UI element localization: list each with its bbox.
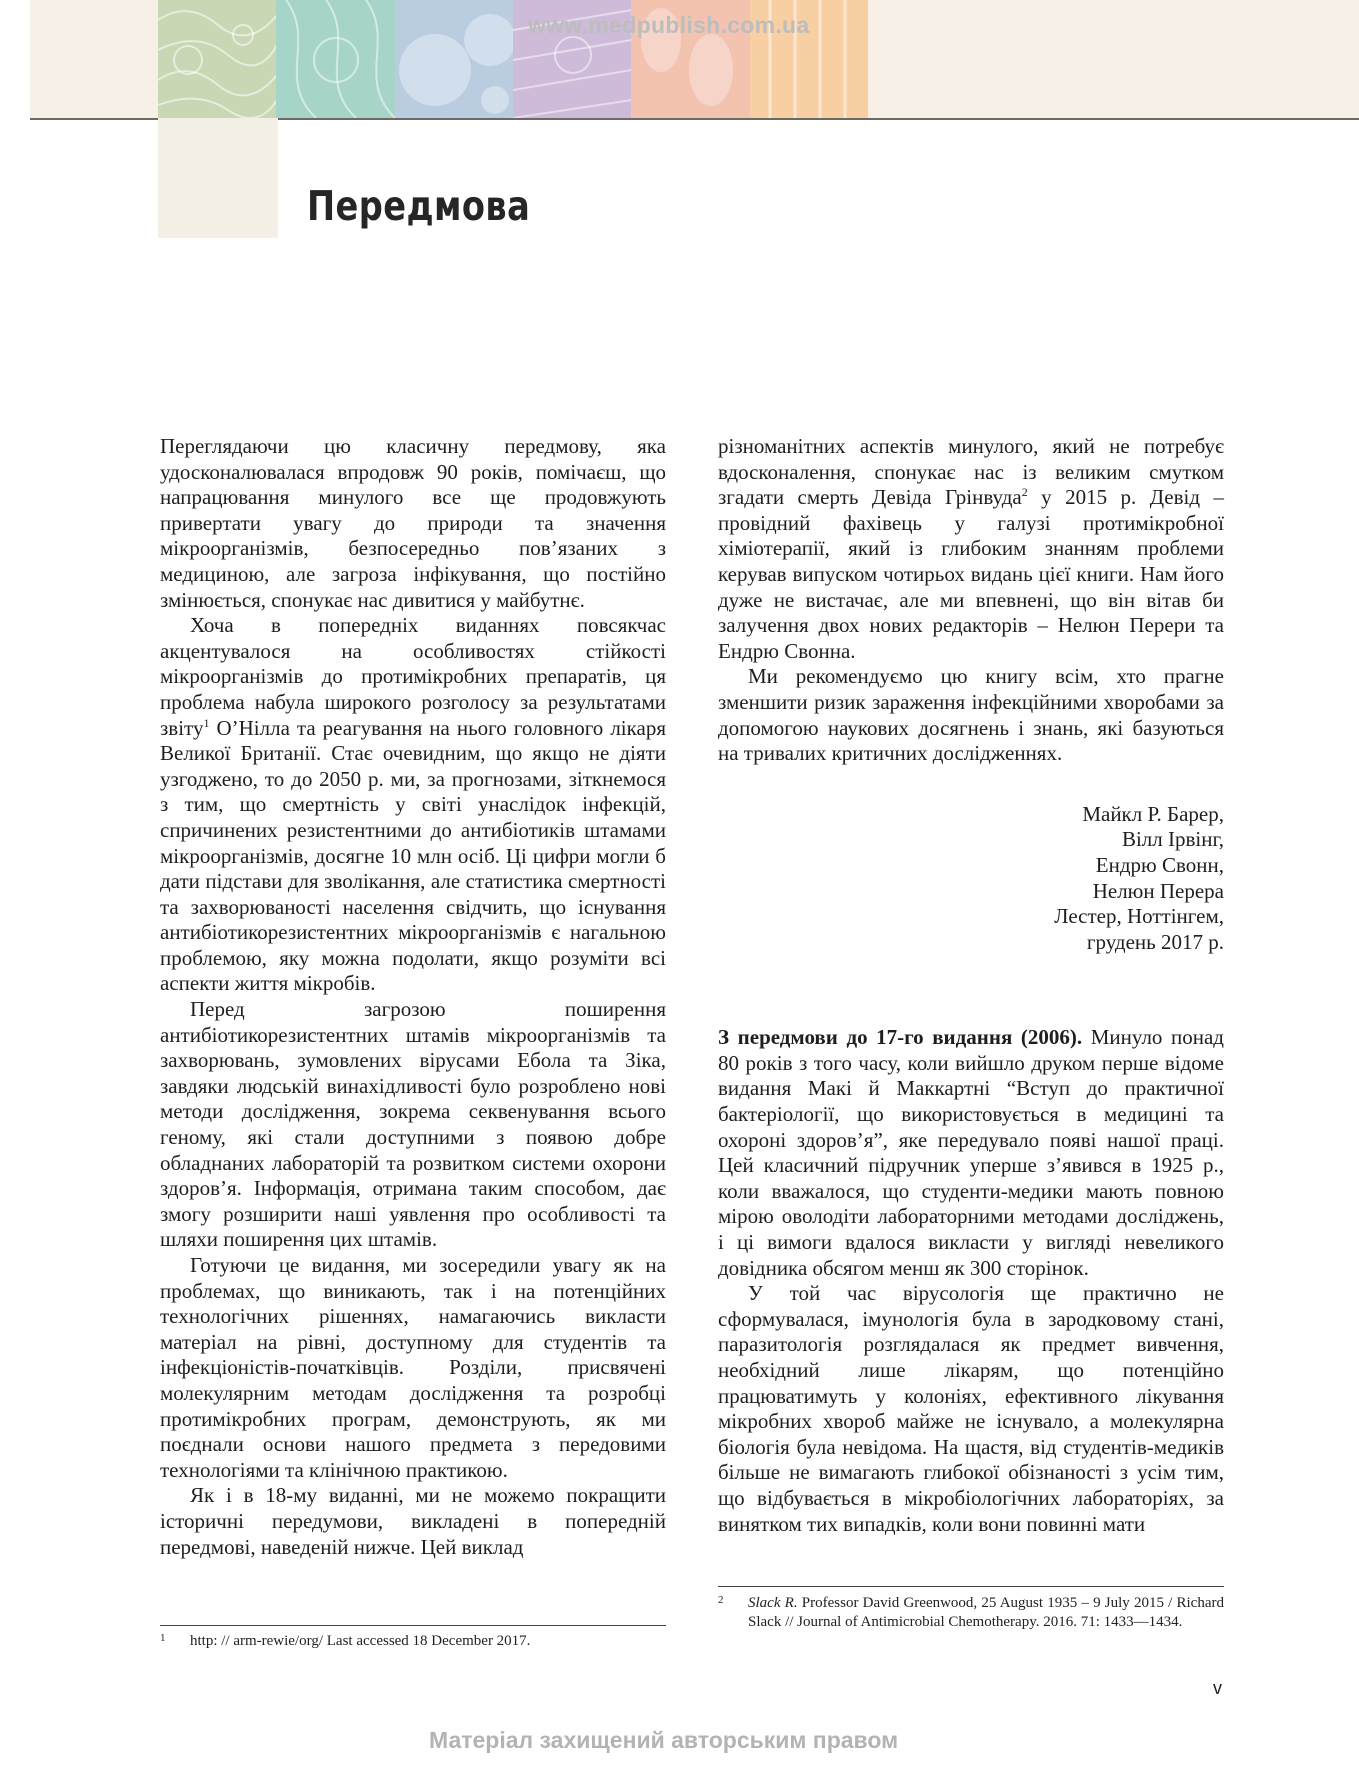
paragraph xyxy=(718,1025,1224,1281)
banner-tile-3 xyxy=(395,0,513,118)
paragraph: Ми рекомендуємо цю книгу всім, хто прагне зменшити ризик зараження інфекційними хворобами за допомогою наукових досягнень і знань, які базуються на тривалих критичних дослідженнях. xyxy=(718,664,1224,766)
page-title: Передмова xyxy=(307,182,531,230)
signature-line: Вілл Ірвінг, xyxy=(1121,827,1224,852)
signature-line: Нелюн Перера xyxy=(1092,878,1224,903)
footnote-number: 2 xyxy=(718,1594,724,1606)
footnote-citation: Professor David Greenwood, 25 August 1935 – 9 July 2015 / Richard Slack // Journal of Antimicrobial Chemotherapy. 2016. 71: 1433—1434. xyxy=(748,1595,1224,1630)
page-number: v xyxy=(1213,1678,1222,1698)
section-lead: З передмови до 17-го видання (2006). xyxy=(718,1025,1083,1050)
paragraph: Готуючи це видання, ми зосередили увагу як на проблемах, що виникають, так і на потенційних технологічних рішеннях, намагаючись викласти матеріал на рівні, доступному для студентів та інфекціоністів-початківців. Розділи, присвячені молекулярним методам дослідження та розробці протимікробних програм, демонструють, як ми поєднали основи нашого предмета з передовими технологіями та клінічною практикою. xyxy=(160,1253,666,1482)
signature-block xyxy=(718,802,1224,956)
footnote-ref[interactable]: 2 xyxy=(1021,485,1028,500)
paragraph: Переглядаючи цю класичну передмову, яка удосконалювалася впродовж 90 років, помічаєш, що напрацювання минулого все ще продовжують привертати увагу до природи та значення мікроорганізмів, безпосередньо пов’язаних з медициною, але загроза інфікування, що постійно змінюється, спонукає нас дивитися у майбутнє. xyxy=(160,434,666,612)
paragraph-text: Минуло понад 80 років з того часу, коли вийшло друком перше відоме видання Макі й Маккартні “Вступ до практичної бактеріології, що використовується в медицині та охороні здоров’я”, яке передувало появі нашої праці. Цей класичний підручник уперше з’явився в 1925 р., коли вважалося, що студенти-медики мають повною мірою оволодіти лабораторними методами досліджень, і ці вимоги вдалося викласти у вигляді невеликого довідника обсягом менш як 300 сторінок. xyxy=(718,1025,1224,1280)
banner-tile-2 xyxy=(276,0,394,118)
banner-tile-1 xyxy=(158,0,276,118)
paragraph: У той час вірусологія ще практично не сформувалася, імунологія була в зародковому стані, паразитологія розглядалася як предмет вивчення, необхідний лише лікарям, що потенційно працюватимуть у колоніях, ефективного лікування мікробних хвороб майже не існувало, а молекулярна біологія була невідома. На щастя, від студентів-медиків більше не вимагають глибокої обізнаності з усім тим, що відбувається в мікробіологічних лабораторіях, за винятком тих випадків, коли вони повинні мати xyxy=(718,1281,1224,1536)
section-gap xyxy=(718,955,1224,1025)
copyright-watermark: Матеріал захищений авторським правом xyxy=(429,1727,899,1753)
footnote-author: Slack R. xyxy=(748,1595,798,1611)
paragraph xyxy=(718,434,1224,664)
paragraph-text: Хоча в попередніх виданнях повсякчас акцентувалося на особливостях стійкості мікроорганізмів до протимікробних препаратів, ця проблема набула широкого розголосу за результатами звіту xyxy=(160,613,666,740)
footnote-text xyxy=(748,1594,1224,1632)
paragraph: Як і в 18-му виданні, ми не можемо покращити історичні передумови, викладені в попередній передмові, наведеній нижче. Цей виклад xyxy=(160,1483,666,1559)
right-column xyxy=(718,434,1224,1537)
footnote-2 xyxy=(718,1594,1224,1632)
footnote-text[interactable]: http: // arm-rewie/org/ Last accessed 18 December 2017. xyxy=(190,1633,531,1649)
signature-line: Ендрю Свонн, xyxy=(1095,852,1224,877)
footnote-rule-left xyxy=(160,1625,666,1626)
footnote-1 xyxy=(160,1632,666,1651)
left-column xyxy=(160,434,666,1560)
footnote-rule-right xyxy=(718,1586,1224,1587)
title-corner-block xyxy=(158,118,278,238)
header-watermark: www.medpublish.com.ua xyxy=(528,12,810,38)
signature-line: Майкл Р. Барер, xyxy=(1082,801,1224,826)
paragraph: Перед загрозою поширення антибіотикорезистентних штамів мікроорганізмів та захворювань, зумовлених вірусами Ебола та Зіка, завдяки людській винахідливості було розроблено нові методи дослідження, зокрема секвенування всього геному, які стали доступними з появою добре обладнаних лабораторій та розвитком системи охорони здоров’я. Інформація, отримана таким способом, дає змогу розширити наші уявлення про особливості та шляхи поширення цих штамів. xyxy=(160,997,666,1252)
footnote-number: 1 xyxy=(160,1632,166,1644)
paragraph-text: у 2015 р. Девід – провідний фахівець у галузі протимікробної хіміотерапії, який із глибоким знанням проблеми керував випуском чотирьох видань цієї книги. Нам його дуже не вистачає, але ми впевнені, що він вітав би залучення двох нових редакторів – Нелюн Перери та Ендрю Свонна. xyxy=(718,485,1224,663)
footnote-ref[interactable]: 1 xyxy=(203,715,210,730)
paragraph-text: різноманітних аспектів минулого, який не потребує вдосконалення, спонукає нас із великим смутком згадати смерть Девіда Грінвуда xyxy=(718,434,1224,510)
signature-line: грудень 2017 р. xyxy=(1086,929,1224,954)
paragraph xyxy=(160,613,666,997)
paragraph-text: О’Нілла та реагування на нього головного лікаря Великої Британії. Стає очевидним, що якщо не діяти узгоджено, то до 2050 р. ми, за прогнозами, зіткнемося з тим, що смертність у світі унаслідок інфекцій, спричинених резистентними до антибіотиків штамами мікроорганізмів, досягне 10 млн осіб. Ці цифри могли б дати підстави для зволікання, але статистика смертності та захворюваності населення свідчить, що існування антибіотикорезистентних мікроорганізмів є нагальною проблемою, яку можна подолати, якщо розуміти всі аспекти життя мікробів. xyxy=(160,715,666,996)
signature-line: Лестер, Ноттінгем, xyxy=(1054,904,1224,929)
